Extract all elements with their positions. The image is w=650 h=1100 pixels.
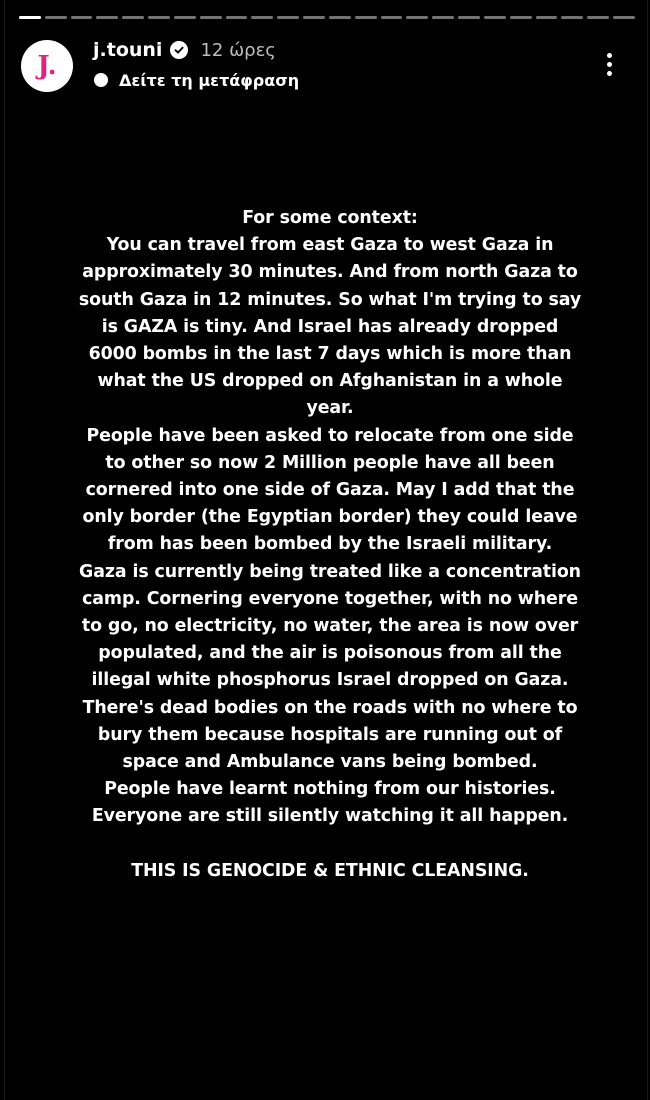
story-progress-segment — [71, 16, 93, 19]
username[interactable]: j.touni — [93, 39, 163, 61]
story-paragraph: People have learnt nothing from our histories. Everyone are still silently watching it all happen. — [91, 779, 569, 827]
translate-icon — [93, 72, 109, 88]
story-progress-segment — [329, 16, 351, 19]
story-progress-segment — [303, 16, 325, 19]
story-progress-segment — [613, 16, 635, 19]
story-progress-segment — [587, 16, 609, 19]
story-text — [75, 205, 585, 885]
story-progress-bar — [19, 16, 635, 19]
story-progress-segment — [432, 16, 454, 19]
see-translation-button[interactable] — [93, 68, 299, 92]
story-progress-segment — [19, 16, 41, 19]
story-progress-segment — [484, 16, 506, 19]
more-options-icon[interactable] — [597, 46, 621, 82]
story-progress-segment — [174, 16, 196, 19]
avatar[interactable] — [21, 40, 73, 92]
story-closing-line: THIS IS GENOCIDE & ETHNIC CLEANSING. — [131, 860, 529, 881]
avatar-logo: J. — [37, 51, 57, 81]
story-paragraph: People have been asked to relocate from one side to other so now 2 Million people have all been cornered into one side of Gaza. May I add that the only border (the Egyptian border) they could leave from has been bombed by the Israeli military. — [82, 425, 578, 555]
see-translation-label: Δείτε τη μετάφραση — [119, 70, 300, 90]
story-progress-segment — [458, 16, 480, 19]
story-paragraph: You can travel from east Gaza to west Gaza in approximately 30 minutes. And from north Gaza to south Gaza in 12 minutes. So what I'm trying to say is GAZA is tiny. And Israel has already dropped 6000 bombs in the last 7 days which is more than what the US dropped on Afghanistan in a whole year. — [78, 235, 582, 419]
story-paragraph: For some context: — [242, 208, 418, 228]
story-progress-segment — [510, 16, 532, 19]
story-progress-segment — [148, 16, 170, 19]
story-progress-segment — [406, 16, 428, 19]
story-progress-segment — [200, 16, 222, 19]
story-progress-segment — [381, 16, 403, 19]
story-progress-segment — [122, 16, 144, 19]
story-viewer[interactable] — [4, 0, 648, 1100]
story-progress-segment — [561, 16, 583, 19]
story-progress-segment — [251, 16, 273, 19]
verified-badge-icon — [170, 41, 188, 59]
story-progress-segment — [536, 16, 558, 19]
story-progress-segment — [45, 16, 67, 19]
post-timestamp: 12 ώρες — [200, 39, 276, 61]
story-paragraph: Gaza is currently being treated like a concentration camp. Cornering everyone together, with no where to go, no electricity, no water, the area is now over populated, and the air is poisonous from all the illegal white phosphorus Israel dropped on Gaza. There's dead bodies on the roads with no where to bury them because hospitals are running out of space and Ambulance vans being bombed. — [79, 561, 581, 773]
story-progress-segment — [355, 16, 377, 19]
story-header — [21, 38, 627, 98]
story-progress-segment — [226, 16, 248, 19]
story-progress-segment — [96, 16, 118, 19]
story-progress-segment — [277, 16, 299, 19]
story-meta — [93, 38, 299, 92]
